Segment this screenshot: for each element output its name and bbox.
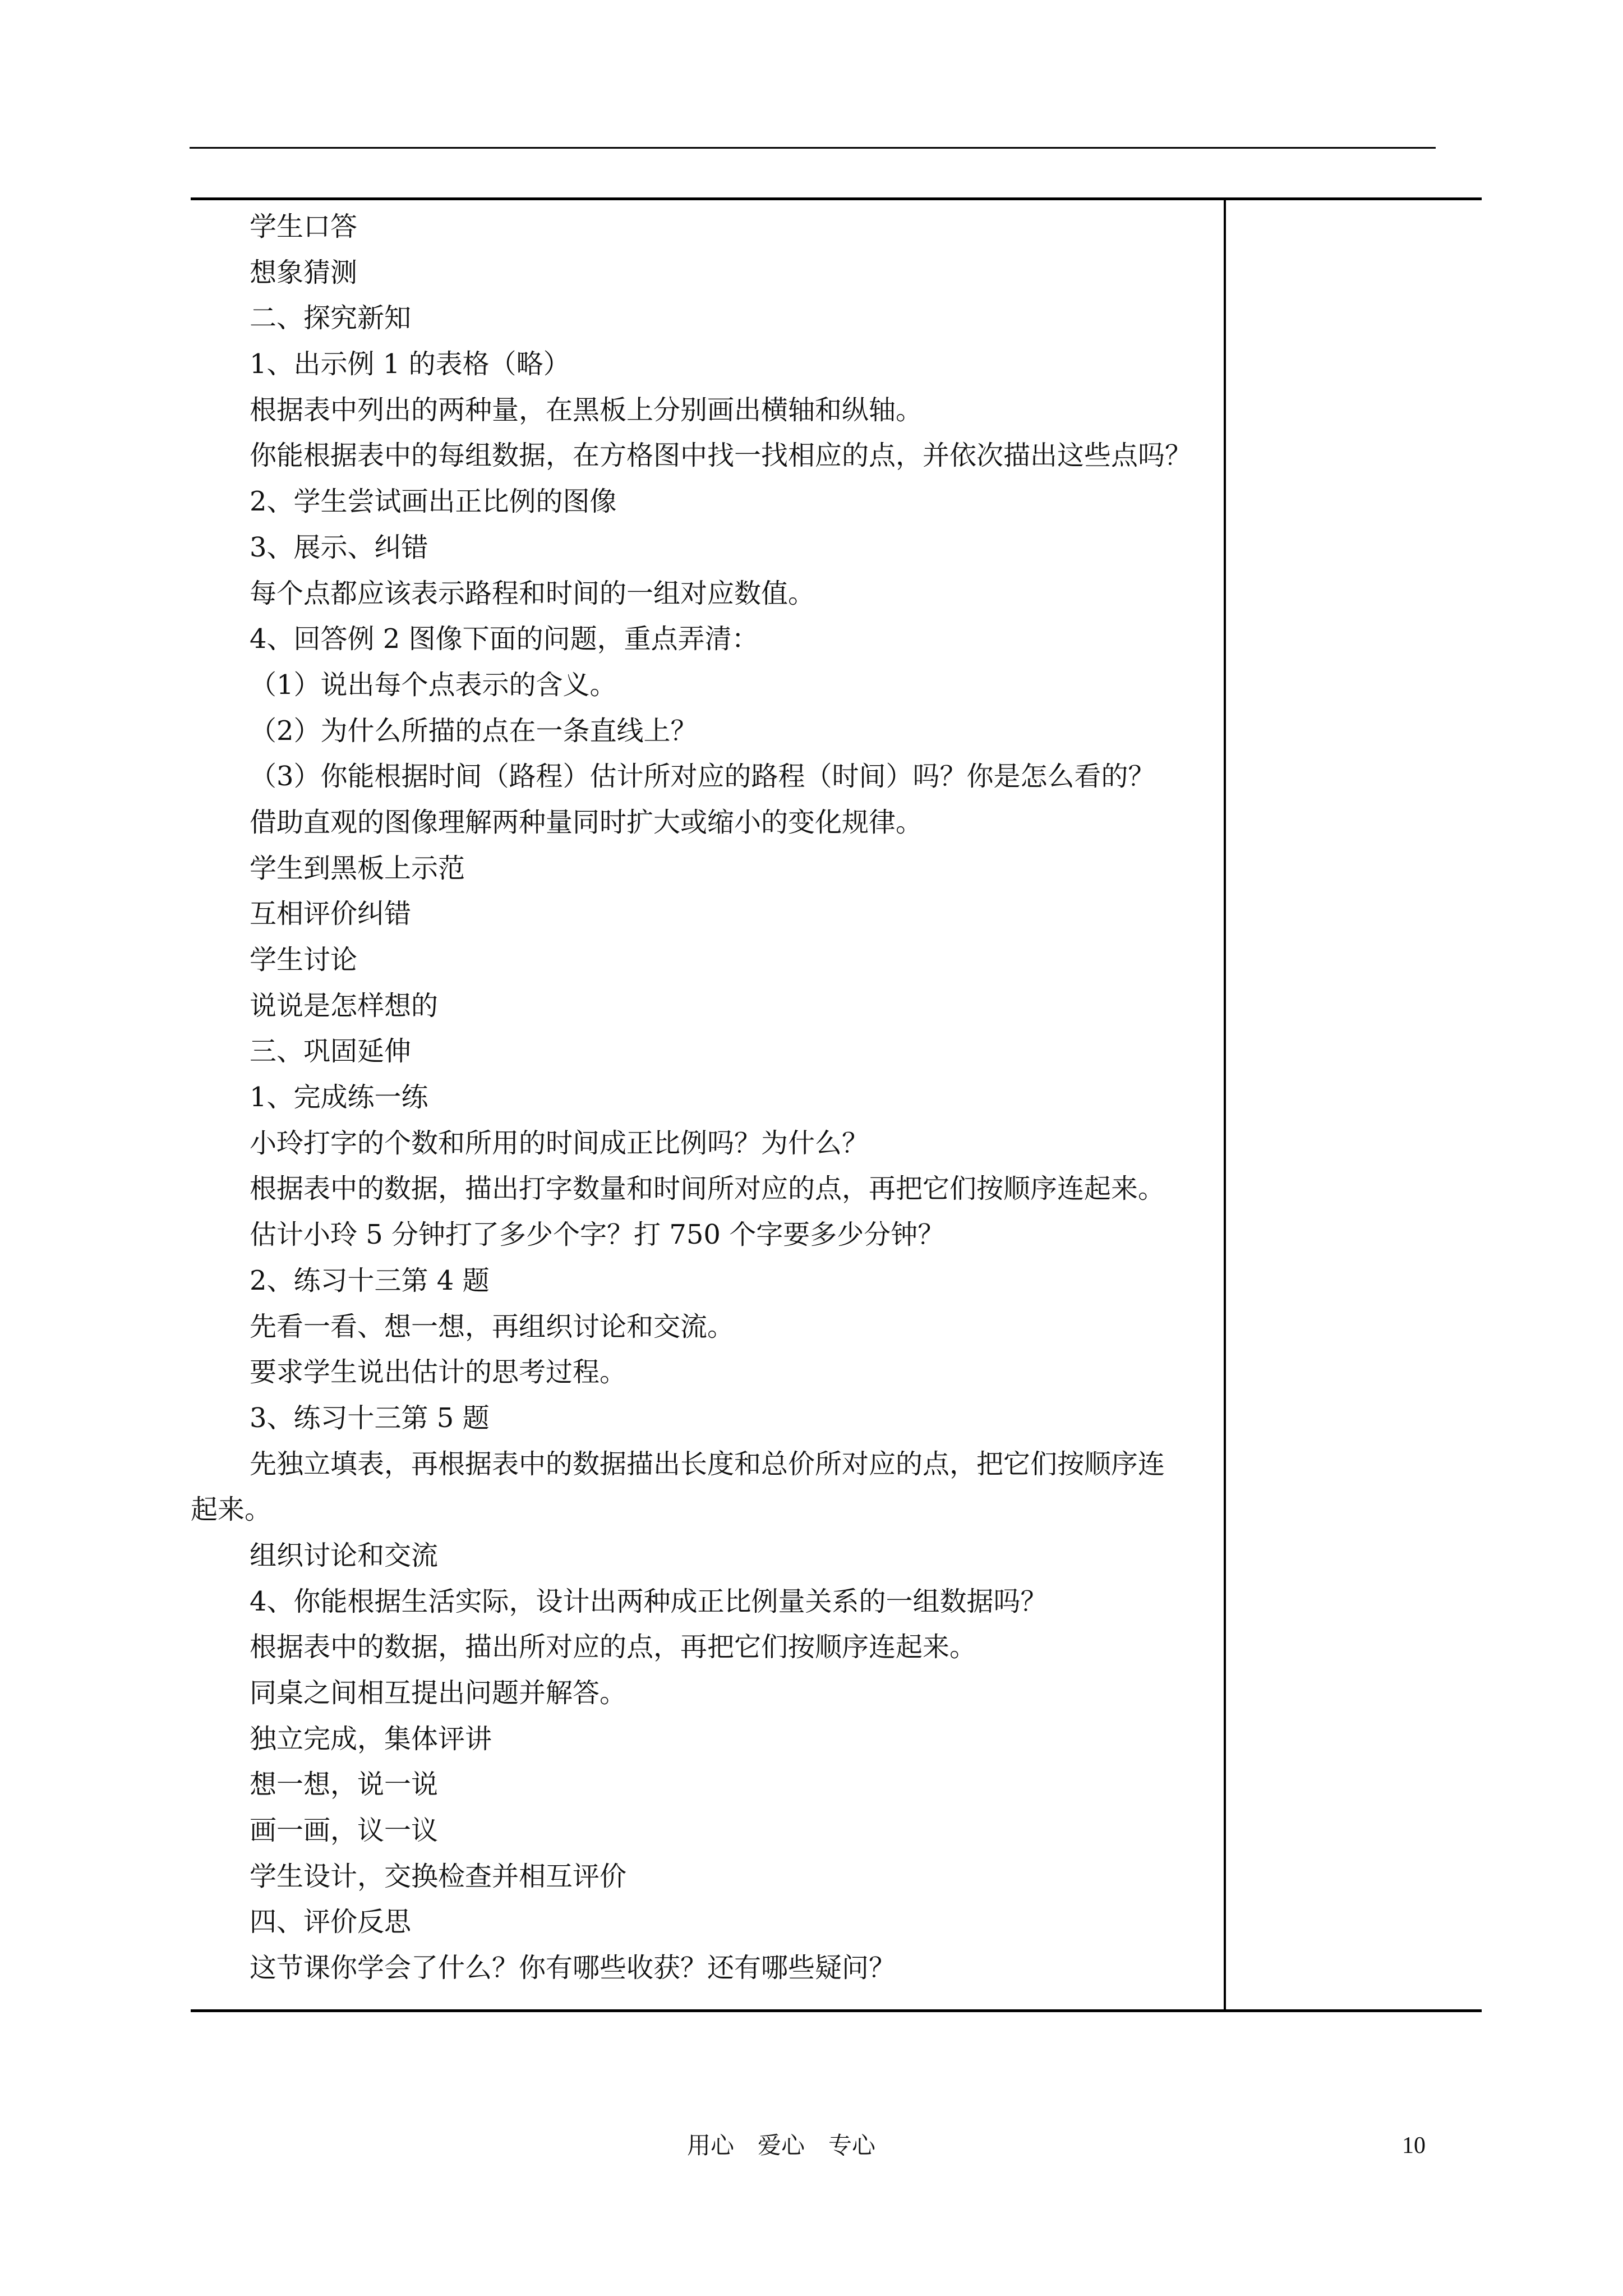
content-line: 1、出示例 1 的表格（略） xyxy=(250,348,570,380)
content-line: 互相评价纠错 xyxy=(250,898,412,930)
header-rule xyxy=(190,147,1436,149)
page-number: 10 xyxy=(1402,2133,1426,2159)
content-line: 3、展示、纠错 xyxy=(250,531,428,563)
content-line: 小玲打字的个数和所用的时间成正比例吗？为什么？ xyxy=(250,1127,869,1159)
content-line: 根据表中的数据，描出所对应的点，再把它们按顺序连起来。 xyxy=(250,1631,977,1663)
content-line: 说说是怎样想的 xyxy=(250,990,439,1022)
notes-column xyxy=(1226,200,1481,2009)
content-line: 想一想，说一说 xyxy=(250,1769,439,1801)
content-line: 先看一看、想一想，再组织讨论和交流。 xyxy=(250,1310,735,1342)
content-line-continuation: 起来。 xyxy=(191,1494,272,1526)
content-line: 4、你能根据生活实际，设计出两种成正比例量关系的一组数据吗？ xyxy=(250,1585,1048,1617)
content-line: 估计小玲 5 分钟打了多少个字？打 750 个字要多少分钟？ xyxy=(250,1219,945,1251)
content-line: 借助直观的图像理解两种量同时扩大或缩小的变化规律。 xyxy=(250,806,923,838)
lesson-table xyxy=(191,197,1481,2009)
content-line: 想象猜测 xyxy=(250,256,358,288)
content-line: 3、练习十三第 5 题 xyxy=(250,1402,490,1434)
section-heading: 三、巩固延伸 xyxy=(250,1036,412,1068)
page-footer xyxy=(0,2126,1623,2165)
content-line: 2、练习十三第 4 题 xyxy=(250,1264,490,1296)
content-line: 根据表中的数据，描出打字数量和时间所对应的点，再把它们按顺序连起来。 xyxy=(250,1173,1165,1205)
content-line: 学生讨论 xyxy=(250,944,358,976)
content-line: 画一画，议一议 xyxy=(250,1815,439,1847)
content-line: 每个点都应该表示路程和时间的一组对应数值。 xyxy=(250,577,815,609)
footer-motto: 用心 爱心 专心 xyxy=(687,2132,876,2159)
section-heading: 四、评价反思 xyxy=(250,1906,412,1938)
content-line: 2、学生尝试画出正比例的图像 xyxy=(250,486,617,518)
content-line: 学生到黑板上示范 xyxy=(250,852,465,884)
content-line: 你能根据表中的每组数据，在方格图中找一找相应的点，并依次描出这些点吗？ xyxy=(250,440,1192,472)
content-line: 4、回答例 2 图像下面的问题，重点弄清： xyxy=(250,623,759,655)
section-heading: 二、探究新知 xyxy=(250,302,412,334)
content-line: 学生口答 xyxy=(250,211,358,242)
content-line: 先独立填表，再根据表中的数据描出长度和总价所对应的点，把它们按顺序连 xyxy=(250,1448,1165,1480)
content-line: （2）为什么所描的点在一条直线上？ xyxy=(250,715,698,747)
content-line: 学生设计，交换检查并相互评价 xyxy=(250,1860,627,1892)
content-line: 根据表中列出的两种量，在黑板上分别画出横轴和纵轴。 xyxy=(250,394,923,426)
lesson-content xyxy=(191,204,1223,1991)
content-line: 同桌之间相互提出问题并解答。 xyxy=(250,1677,627,1709)
content-line: （1）说出每个点表示的含义。 xyxy=(250,669,617,701)
content-line: 组织讨论和交流 xyxy=(250,1539,439,1571)
content-line: 独立完成，集体评讲 xyxy=(250,1723,492,1755)
table-bottom-border xyxy=(191,2009,1482,2012)
content-line: （3）你能根据时间（路程）估计所对应的路程（时间）吗？你是怎么看的？ xyxy=(250,761,1155,793)
content-line: 这节课你学会了什么？你有哪些收获？还有哪些疑问？ xyxy=(250,1952,896,1984)
content-line: 1、完成练一练 xyxy=(250,1082,428,1114)
content-line: 要求学生说出估计的思考过程。 xyxy=(250,1356,627,1388)
